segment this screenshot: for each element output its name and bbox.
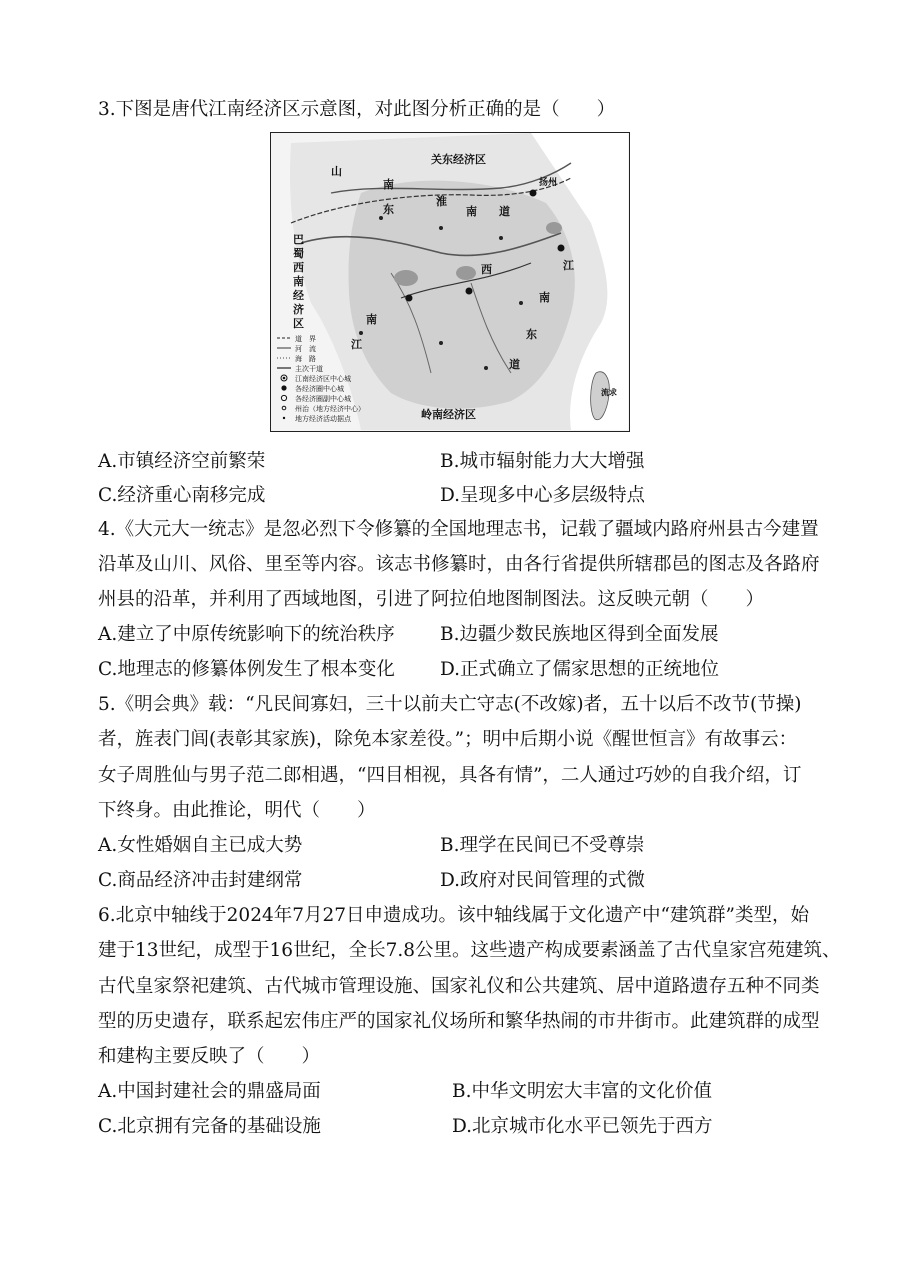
q6-option-a[interactable]: A.中国封建社会的鼎盛局面 [98, 1081, 321, 1102]
question-6-line: 和建构主要反映了（ ） [98, 1046, 321, 1067]
question-5-line: 者，旌表门闾(表彰其家族)，除免本家差役。”；明中后期小说《醒世恒言》有故事云： [98, 729, 798, 750]
legend-item: 各经济圈中心城 [295, 385, 344, 393]
label-xi: 西 [481, 263, 492, 276]
minor-city-marker [439, 341, 443, 345]
q6-option-b[interactable]: B.中华文明宏大丰富的文化价值 [452, 1081, 712, 1102]
legend-item: 地方经济活动据点 [295, 415, 351, 423]
legend-item: 海 路 [295, 355, 316, 363]
minor-city-marker [499, 236, 503, 240]
dongting-lake [394, 270, 418, 286]
legend-symbol-local-point [283, 417, 285, 419]
map-graphic [271, 133, 628, 430]
label-dao2: 道 [509, 358, 520, 371]
svg-text:区: 区 [293, 317, 304, 330]
legend-symbol-sub-center [281, 395, 286, 400]
label-dong2: 东 [526, 328, 537, 341]
label-jiang2: 江 [351, 338, 362, 351]
q3-option-b[interactable]: B.城市辐射能力大大增强 [440, 451, 645, 472]
legend-item: 州治（地方经济中心） [295, 405, 365, 413]
label-yangzhou: 扬州 [539, 178, 558, 188]
city-marker [530, 190, 537, 197]
q5-option-b[interactable]: B.理学在民间已不受尊崇 [440, 835, 645, 856]
minor-city-marker [519, 301, 523, 305]
question-6-line: 古代皇家祭祀建筑、古代城市管理设施、国家礼仪和公共建筑、居中道路遗存五种不同类 [98, 976, 820, 997]
legend-item: 江南经济区中心城 [295, 375, 351, 383]
city-marker [406, 295, 413, 302]
label-nan1: 南 [383, 178, 394, 191]
label-lingnan: 岭南经济区 [421, 408, 476, 421]
label-dao1: 道 [499, 205, 510, 218]
q4-option-a[interactable]: A.建立了中原传统影响下的统治秩序 [98, 624, 395, 645]
svg-text:蜀: 蜀 [293, 247, 304, 260]
question-6-line: 6.北京中轴线于2024年7月27日申遗成功。该中轴线属于文化遗产中“建筑群”类型，始 [98, 905, 809, 926]
legend-item: 各经济圈副中心城 [295, 395, 351, 403]
question-4-line: 州县的沿革，并利用了西域地图，引进了阿拉伯地图制图法。这反映元朝（ ） [98, 589, 765, 610]
question-6-line: 建于13世纪，成型于16世纪，全长7.8公里。这些遗产构成要素涵盖了古代皇家宫苑建筑、 [98, 940, 841, 961]
label-jiang1: 江 [563, 259, 574, 272]
question-5-line: 下终身。由此推论，明代（ ） [98, 800, 376, 821]
label-nan4: 南 [366, 313, 377, 326]
minor-city-marker [359, 331, 363, 335]
q3-option-c[interactable]: C.经济重心南移完成 [98, 485, 266, 506]
question-5-line: 女子周胜仙与男子范二郎相遇，“四目相视，具各有情”，二人通过巧妙的自我介绍，订 [98, 765, 802, 786]
q6-option-d[interactable]: D.北京城市化水平已领先于西方 [452, 1116, 713, 1137]
question-4-line: 沿革及山川、风俗、里至等内容。该志书修纂时，由各行省提供所辖郡邑的图志及各路府 [98, 554, 820, 575]
q3-option-a[interactable]: A.市镇经济空前繁荣 [98, 451, 266, 472]
minor-city-marker [484, 366, 488, 370]
question-3-stem: 3.下图是唐代江南经济区示意图，对此图分析正确的是（ ） [98, 99, 616, 120]
minor-city-marker [439, 226, 443, 230]
legend-symbol-prefecture [282, 406, 286, 410]
label-liuqiu: 流求 [601, 388, 617, 397]
minor-city-marker [379, 216, 383, 220]
svg-text:经: 经 [293, 289, 304, 302]
label-dong1: 东 [383, 203, 394, 216]
city-marker [466, 288, 473, 295]
label-nan2: 南 [466, 205, 477, 218]
question-4-line: 4.《大元大一统志》是忽必烈下令修纂的全国地理志书，记载了疆域内路府州县古今建置 [98, 519, 819, 540]
legend-item: 主次干道 [295, 365, 323, 373]
q3-option-d[interactable]: D.呈现多中心多层级特点 [440, 485, 646, 506]
tang-jiangnan-economic-map [270, 132, 630, 432]
legend-symbol-circle-center [281, 385, 286, 390]
taihu-lake [546, 222, 562, 234]
svg-text:济: 济 [293, 303, 304, 316]
svg-text:南: 南 [293, 275, 304, 288]
poyang-lake [456, 266, 476, 280]
legend-item: 道 界 [295, 335, 316, 343]
city-marker [558, 245, 565, 252]
q4-option-d[interactable]: D.正式确立了儒家思想的正统地位 [440, 659, 720, 680]
svg-text:西: 西 [293, 261, 304, 274]
q4-option-c[interactable]: C.地理志的修纂体例发生了根本变化 [98, 659, 395, 680]
question-5-line: 5.《明会典》载：“凡民间寡妇，三十以前夫亡守志(不改嫁)者，五十以后不改节(节操) [98, 694, 802, 715]
q5-option-d[interactable]: D.政府对民间管理的式微 [440, 870, 646, 891]
q6-option-c[interactable]: C.北京拥有完备的基础设施 [98, 1116, 321, 1137]
legend-symbol-center-dot [283, 377, 286, 380]
q4-option-b[interactable]: B.边疆少数民族地区得到全面发展 [440, 624, 719, 645]
legend-item: 河 流 [295, 345, 316, 353]
label-guandong: 关东经济区 [431, 153, 486, 166]
label-huai: 淮 [436, 195, 447, 208]
question-6-line: 型的历史遗存，联系起宏伟庄严的国家礼仪场所和繁华热闹的市井街市。此建筑群的成型 [98, 1011, 820, 1032]
svg-text:巴: 巴 [293, 233, 304, 246]
label-shan: 山 [331, 165, 342, 178]
label-nan3: 南 [539, 291, 550, 304]
label-bashu [293, 233, 304, 330]
q5-option-a[interactable]: A.女性婚姻自主已成大势 [98, 835, 303, 856]
q5-option-c[interactable]: C.商品经济冲击封建纲常 [98, 870, 303, 891]
